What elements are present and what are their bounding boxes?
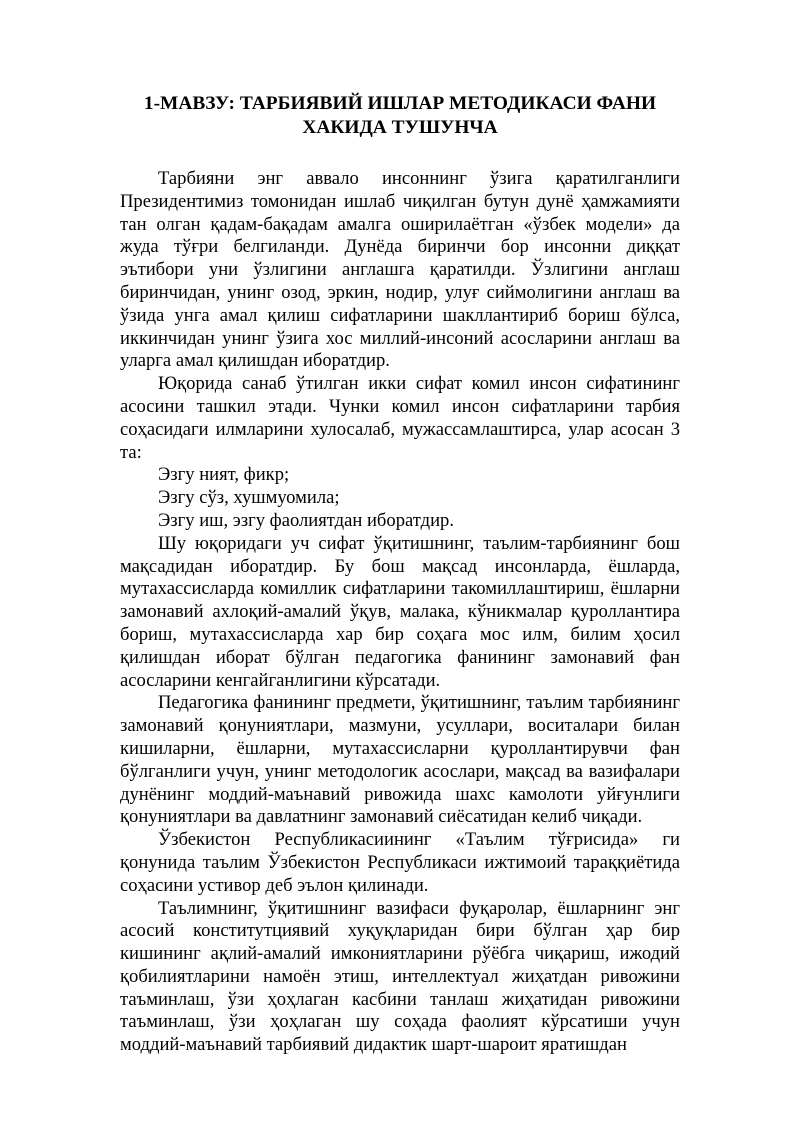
- list-item: Эзгу сўз, хушмуомила;: [158, 487, 340, 509]
- title-line-1: 1-МАВЗУ: ТАРБИЯВИЙ ИШЛАР МЕТОДИКАСИ ФАНИ: [143, 93, 657, 114]
- paragraph: Ўзбекистон Республикасиининг «Таълим тўғрисида» ги қонунида таълим Ўзбекистон Республикаси ижтимоий тараққиётида соҳасини устивор деб эълон қилинади.: [120, 829, 680, 896]
- paragraph: Тарбияни энг аввало инсоннинг ўзига қаратилганлиги Президентимиз томонидан ишлаб чиқилган бутун дунё ҳамжамияти тан олган қадам-бақадам амалга оширилаётган «ўзбек модели» да жуда тўғри белгиланди. Дунёда биринчи бор инсонни диққат эътибори уни ўзлигини англашга қаратилди. Ўзлигини англаш биринчидан, унинг озод, эркин, нодир, улуғ сиймолигини англаш ва ўзида унга амал қилиш сифатларини шакллантириб бориш бўлса, иккинчидан унинг ўзига хос миллий-инсоний асосларини англаш ва уларга амал қилишдан иборатдир.: [120, 168, 680, 372]
- page-title: [120, 92, 680, 140]
- page-content: [120, 92, 680, 1057]
- paragraph: Юқорида санаб ўтилган икки сифат комил инсон сифатининг асосини ташкил этади. Чунки комил инсон сифатларини тарбия соҳасидаги илмларини хулосалаб, мужассамлаштирса, улар асосан 3 та:: [120, 373, 680, 463]
- list-item: Эзгу ният, фикр;: [158, 464, 290, 486]
- paragraph: Таълимнинг, ўқитишнинг вазифаси фуқаролар, ёшларнинг энг асосий конститутциявий хуқуқларидан бири бўлган ҳар бир кишининг ақлий-амалий имкониятларини рўёбга чиқариш, ижодий қобилиятларини намоён этиш, интеллектуал жиҳатдан ривожини таъминлаш, ўзи ҳоҳлаган касбини танлаш жиҳатидан ривожини таъминлаш, ўзи ҳоҳлаган шу соҳада фаолият кўрсатиши учун моддий-маънавий тарбиявий дидактик шарт-шароит яратишдан: [120, 897, 680, 1056]
- title-line-2: ХАКИДА ТУШУНЧА: [302, 117, 498, 138]
- paragraph: Педагогика фанининг предмети, ўқитишнинг, таълим тарбиянинг замонавий қонуниятлари, мазмуни, усуллари, воситалари билан кишиларни, ёшларни, мутахассисларни қуроллантирувчи фан бўлганлиги учун, унинг методологик асослари, мақсад ва вазифалари дунёнинг моддий-маънавий ривожида шахс камолоти уйғунлиги қонуниятлари ва давлатнинг замонавий сиёсатидан келиб чиқади.: [120, 692, 680, 828]
- paragraph: Шу юқоридаги уч сифат ўқитишнинг, таълим-тарбиянинг бош мақсадидан иборатдир. Бу бош мақсад инсонларда, ёшларда, мутахассисларда комиллик сифатларини такомиллаштириш, ёшларни замонавий ахлоқий-амалий ўқув, малака, кўникмалар қуроллантира бориш, мутахассисларда хар бир соҳага мос илм, билим ҳосил қилишдан иборат бўлган педагогика фанининг замонавий фан асосларини кенгайганлигини кўрсатади.: [120, 532, 680, 691]
- list-item: Эзгу иш, эзгу фаолиятдан иборатдир.: [158, 509, 454, 531]
